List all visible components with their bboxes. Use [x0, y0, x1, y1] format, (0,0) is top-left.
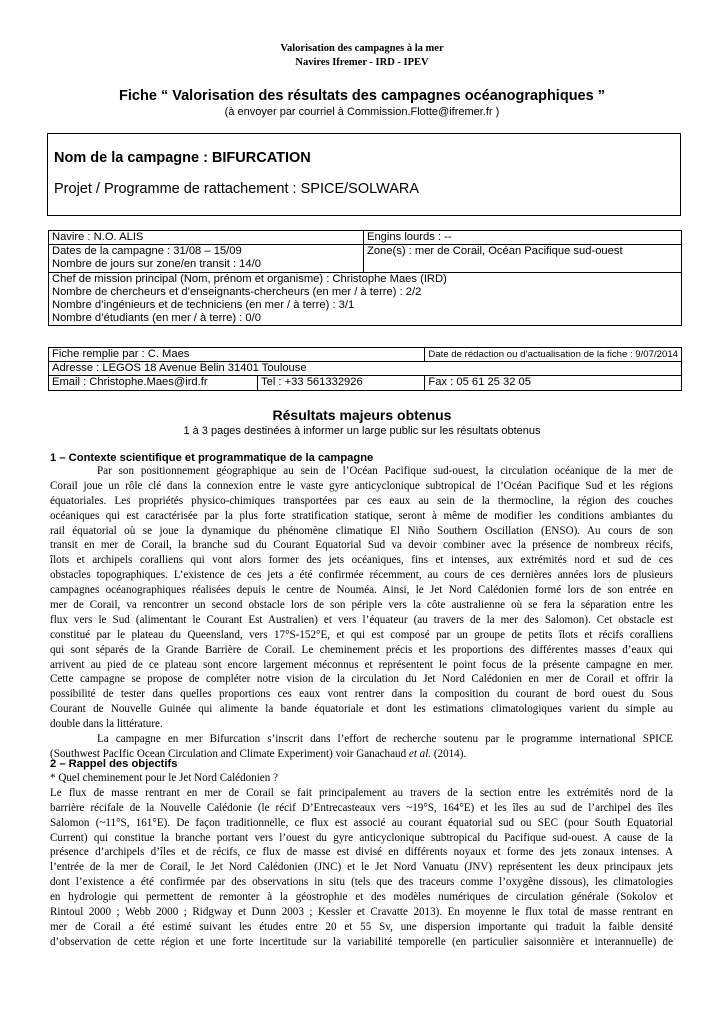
page-title: Fiche “ Valorisation des résultats des campagnes océanographiques ”: [119, 88, 605, 104]
header-line-1: Valorisation des campagnes à la mer: [280, 43, 444, 54]
dates-text: Dates de la campagne : 31/08 – 15/09: [52, 245, 242, 258]
objective-question: * Quel cheminement pour le Jet Nord Calédonien ?: [50, 772, 278, 784]
campaign-project: Projet / Programme de rattachement : SPICE/SOLWARA: [54, 181, 420, 197]
contact-table: [48, 347, 682, 391]
etudiants-text: Nombre d’étudiants (en mer / à terre) : 0/0: [52, 312, 261, 325]
campaign-box: [47, 133, 681, 216]
section2-heading: 2 – Rappel des objectifs: [50, 758, 178, 770]
text-line: transit en mer de Corail, la branche sud du Courant Equatorial Sud va devoir combiner avec la présence de nombreux récifs,: [50, 539, 673, 552]
text-line: rail équatorial où se joue la dynamique du phénomène climatique El Niño Southern Oscillation (ENSO). Au cours de son: [50, 524, 673, 537]
section1-heading: 1 – Contexte scientifique et programmatique de la campagne: [50, 452, 374, 464]
tel-cell: Tel : +33 561332926: [258, 376, 425, 390]
navire-cell: Navire : N.O. ALIS: [49, 231, 364, 245]
text-line: La campagne en mer Bifurcation s’inscrit dans l’effort de recherche soutenu par le programme international SPICE: [97, 733, 673, 746]
zone-label: Zone(s) : mer de Corail, Océan Pacifique sud-ouest: [367, 245, 623, 258]
text-line: flux vers le Sud (alimentant le Courant Est Australien) et vers l’équateur (au travers de la mer des Salomon). Cet obstacle est: [50, 613, 673, 626]
text-line: équatoriales. Les propriétés physico-chimiques transportées par ces eaux au sein de la thermocline, la région des couches: [50, 494, 673, 507]
dates-cell: [49, 245, 364, 272]
info-table: [48, 230, 682, 326]
ingenieurs-text: Nombre d’ingénieurs et de techniciens (en mer / à terre) : 3/1: [52, 299, 355, 312]
text-line: îlots et archipels coralliens qui vont alors former des jets océaniques, fins et intenses, aux extrémités nord et sud de ces: [50, 554, 673, 567]
results-title: Résultats majeurs obtenus: [272, 407, 452, 423]
text-line: barrière récifale de la Nouvelle Calédonie (le récif D’Entrecasteaux vers ~19°S, 164°E) et les îles au sud de l’archipel des îles: [50, 801, 673, 814]
text-line: Par son positionnement géographique au sein de l’Océan Pacifique sud-ouest, la circulation océanique de la mer de: [97, 465, 673, 477]
date-redaction-cell: Date de rédaction ou d’actualisation de la fiche : 9/07/2014: [425, 348, 682, 362]
text-line: obstacles topographiques. L’existence de ces jets a été confirmée récemment, au cours de ces dernières années lors de plusieurs: [50, 569, 673, 582]
personnel-cell: [49, 272, 682, 326]
citation-post: (2014).: [431, 747, 467, 760]
zone-cell: [364, 245, 682, 272]
fax-cell: Fax : 05 61 25 32 05: [425, 376, 682, 390]
text-line: océaniques qui est caractérisée par la plus forte stratification statique, seront à même de modifier les conditions ambiantes du: [50, 509, 673, 522]
text-line: Current) qui constitue la branche portant vers l’ouest du gyre anticyclonique subtropical du Pacifique sud-ouest. A cause de la: [50, 831, 673, 844]
text-line: double dans la littérature.: [50, 718, 163, 731]
text-line: arrivent au pied de ce plateau sont encore largement méconnus et représentent le point focus de la présente campagne en mer.: [50, 658, 673, 671]
text-line: l’entrée de la mer de Corail, le Jet Nord Calédonien (JNC) et le Jet Nord Vanuatu (JNV) représentent les deux principaux jets: [50, 861, 673, 874]
text-line: Corail joue un rôle clé dans la connexion entre le vaste gyre anticyclonique subtropical de l’Océan Pacifique Sud et les régions: [50, 479, 673, 492]
section2-paragraph: [50, 771, 673, 950]
text-line: mer de Corail, va rencontrer un second obstacle lors de son périple vers la côte australienne où se fera la séparation entre les: [50, 599, 673, 612]
text-line: présence d’archipels d’îles et de récifs, ce flux de masse est divisé en différents noyaux et forme des jets zonaux intenses. A: [50, 846, 673, 859]
adresse-cell: Adresse : LEGOS 18 Avenue Belin 31401 Toulouse: [49, 362, 682, 376]
chercheurs-text: Nombre de chercheurs et d’enseignants-chercheurs (en mer / à terre) : 2/2: [52, 285, 422, 298]
text-line: d’observation de cette région et une forte incertitude sur la variabilité temporelle (en particulier saisonnière et interannuelle) de: [50, 935, 673, 948]
text-line: qui sont séparés de la Grande Barrière de Corail. Le cheminement précis et les proportions des différentes masses d’eaux qui: [50, 643, 673, 656]
text-line: Salomon (~11°S, 161°E). De façon traditionnelle, ce flux est associé au courant équatorial sud ou SEC (pour South Equatorial: [50, 816, 673, 829]
text-line: Le flux de masse rentrant en mer de Corail se fait principalement au travers de la section entre les extrémités nord de la: [50, 786, 673, 799]
chef-text: Chef de mission principal (Nom, prénom et organisme) : Christophe Maes (IRD): [52, 272, 447, 285]
text-line: campagnes océanographiques réalisées depuis le centre de Nouméa. Ainsi, le Jet Nord Calédonien formé lors de son entrée en: [50, 584, 673, 597]
citation-etal: et al.: [408, 747, 432, 760]
text-line: Rintoul 2000 ; Webb 2000 ; Ridgway et Dunn 2003 ; Kessler et Cravatte 2013). En moyenne le flux total de masse rentrant en: [50, 906, 673, 919]
text-line: constitué par le plateau du Queensland, vers 17°S-152°E, et qui est composé par un groupe de petits îlots et récifs coralliens: [50, 628, 673, 641]
header-line-2: Navires Ifremer - IRD - IPEV: [295, 57, 429, 68]
text-line: Cette campagne se propose de compléter notre vision de la circulation du Jet Nord Calédonien en mer de Corail et offrir la: [50, 673, 673, 686]
campaign-name: Nom de la campagne : BIFURCATION: [54, 150, 311, 166]
text-line: mer de Corail a été estimé suivant les études entre 20 et 55 Sv, une dispersion importante qui traduit la faible densité: [50, 920, 673, 933]
jours-text: Nombre de jours sur zone/en transit : 14/0: [52, 258, 261, 271]
email-cell: Email : Christophe.Maes@ird.fr: [49, 376, 258, 390]
page-subtitle: (à envoyer par courriel à Commission.Flotte@ifremer.fr ): [224, 106, 500, 118]
results-subtitle: 1 à 3 pages destinées à informer un large public sur les résultats obtenus: [183, 425, 541, 437]
text-line: Courant de Nouvelle Guinée qui alimente la bande équatoriale et dont les estimations climatologiques varient du simple au: [50, 703, 673, 716]
text-line: possibilité de tester dans quelles proportions ces eaux vont rentrer dans la composition du courant de bord ouest du Sous: [50, 688, 673, 701]
text-line: en hydrologie qui permettent de remonter à la géostrophie et des modèles numériques de circulation générale (Sokolov et: [50, 891, 673, 904]
citation-pre: (Southwest PacIfic Ocean Circulation and Climate Experiment) voir Ganachaud: [50, 747, 409, 760]
text-line: dont l’existence a été confirmée par des observations in situ (tels que des traceurs comme l’oxygène dissous), les climatologies: [50, 876, 673, 889]
engins-cell: Engins lourds : --: [364, 231, 682, 245]
section1-paragraph: [50, 464, 673, 762]
fiche-cell: Fiche remplie par : C. Maes: [49, 348, 425, 362]
